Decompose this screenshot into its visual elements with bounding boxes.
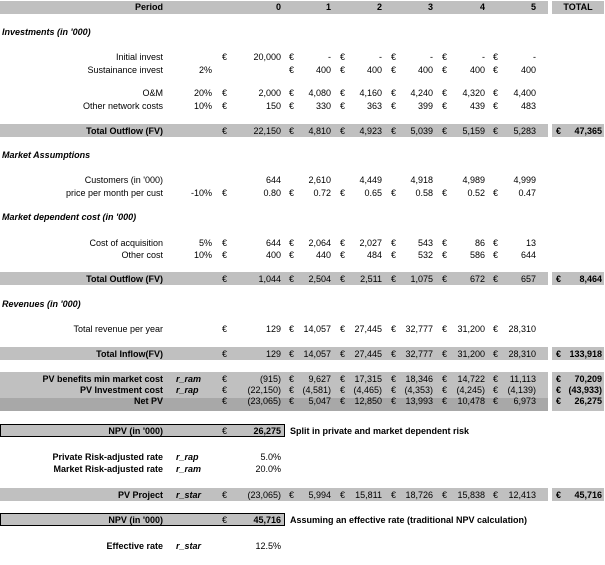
section-title: Market Assumptions (2, 150, 91, 160)
currency-symbol: € (556, 349, 562, 359)
currency-symbol: € (442, 250, 448, 260)
currency-symbol: € (222, 324, 228, 334)
currency-symbol: € (340, 374, 346, 384)
currency-symbol: € (391, 274, 397, 284)
value-cell: - (379, 52, 382, 62)
value-cell: 28,310 (508, 349, 536, 359)
row-rate-symbol: r_ram (176, 464, 202, 474)
value-cell: 5,039 (410, 126, 433, 136)
row-label: PV benefits min market cost (42, 374, 163, 384)
value-cell: 4,918 (410, 175, 433, 185)
value-cell: 14,057 (303, 349, 331, 359)
currency-symbol: € (493, 52, 499, 62)
value-cell: 2,064 (308, 238, 331, 248)
total-cell: 133,918 (569, 349, 602, 359)
currency-symbol: € (556, 385, 562, 395)
value-cell: 5,283 (513, 126, 536, 136)
currency-symbol: € (340, 324, 346, 334)
currency-symbol: € (222, 490, 228, 500)
row-label: Effective rate (106, 541, 163, 551)
value-cell: 129 (265, 324, 281, 334)
header-period-index: 4 (479, 2, 485, 12)
value-cell: 17,315 (354, 374, 382, 384)
currency-symbol: € (222, 250, 228, 260)
currency-symbol: € (391, 396, 397, 406)
row-rate-symbol: r_rap (176, 385, 199, 395)
header-period: Period (134, 2, 163, 12)
header-period-index: 1 (325, 2, 331, 12)
currency-symbol: € (340, 274, 346, 284)
value-cell: 400 (520, 65, 536, 75)
row-label: NPV (in '000) (108, 426, 163, 436)
value-cell: 400 (417, 65, 433, 75)
row-label: PV Project (117, 490, 163, 500)
value-cell: (915) (259, 374, 281, 384)
rate-value: 20.0% (255, 464, 281, 474)
currency-symbol: € (391, 490, 397, 500)
currency-symbol: € (493, 396, 499, 406)
value-cell: 2,000 (258, 88, 281, 98)
value-cell: 13,993 (405, 396, 433, 406)
currency-symbol: € (442, 324, 448, 334)
value-cell: 4,240 (410, 88, 433, 98)
row-label: Market Risk-adjusted rate (53, 464, 163, 474)
currency-symbol: € (493, 188, 499, 198)
currency-symbol: € (493, 88, 499, 98)
row-label: price per month per cust (65, 188, 163, 198)
value-cell: 4,449 (359, 175, 382, 185)
section-title: Market dependent cost (in '000) (2, 212, 137, 222)
row-label: Total Inflow(FV) (96, 349, 163, 359)
value-cell: (4,581) (302, 385, 331, 395)
value-cell: 86 (474, 238, 485, 248)
row-percent: 10% (193, 250, 212, 260)
currency-symbol: € (222, 188, 228, 198)
currency-symbol: € (391, 88, 397, 98)
row-label: Sustainance invest (87, 65, 163, 75)
currency-symbol: € (222, 396, 228, 406)
total-cell: 26,275 (574, 396, 602, 406)
header-period-index: 2 (376, 2, 382, 12)
value-cell: 400 (366, 65, 382, 75)
value-cell: (4,353) (404, 385, 433, 395)
value-cell: 586 (469, 250, 485, 260)
currency-symbol: € (556, 274, 562, 284)
value-cell: 15,838 (457, 490, 485, 500)
value-cell: (23,065) (247, 490, 281, 500)
value-cell: 10,478 (457, 396, 485, 406)
header-total: TOTAL (563, 2, 593, 12)
currency-symbol: € (493, 126, 499, 136)
row-label: Cost of acquisition (89, 238, 163, 248)
currency-symbol: € (222, 274, 228, 284)
rate-value: 5.0% (260, 452, 281, 462)
value-cell: 11,113 (509, 374, 536, 384)
value-cell: 4,989 (462, 175, 485, 185)
value-cell: 28,310 (508, 324, 536, 334)
currency-symbol: € (556, 126, 562, 136)
value-cell: 2,504 (308, 274, 331, 284)
row-label: NPV (in '000) (108, 515, 163, 525)
npv-note: Split in private and market dependent risk (290, 426, 470, 436)
value-cell: 400 (469, 65, 485, 75)
currency-symbol: € (493, 65, 499, 75)
value-cell: 439 (469, 101, 485, 111)
row-label: Total revenue per year (73, 324, 163, 334)
value-cell: - (430, 52, 433, 62)
value-cell: 644 (265, 238, 281, 248)
currency-symbol: € (442, 88, 448, 98)
value-cell: 0.47 (518, 188, 536, 198)
section-title: Investments (in '000) (2, 27, 91, 37)
currency-symbol: € (391, 374, 397, 384)
currency-symbol: € (340, 101, 346, 111)
value-cell: 400 (315, 65, 331, 75)
value-cell: 5,994 (308, 490, 331, 500)
row-label: Total Outflow (FV) (86, 274, 163, 284)
currency-symbol: € (340, 188, 346, 198)
currency-symbol: € (222, 238, 228, 248)
total-cell: 47,365 (574, 126, 602, 136)
value-cell: 4,160 (359, 88, 382, 98)
value-cell: 2,610 (308, 175, 331, 185)
value-cell: 32,777 (405, 324, 433, 334)
value-cell: 31,200 (457, 349, 485, 359)
value-cell: 1,075 (410, 274, 433, 284)
header-period-index: 5 (530, 2, 536, 12)
value-cell: 4,080 (308, 88, 331, 98)
value-cell: 2,511 (360, 274, 382, 284)
value-cell: 6,973 (513, 396, 536, 406)
row-percent: 5% (198, 238, 212, 248)
row-label: Customers (in '000) (84, 175, 163, 185)
value-cell: 0.65 (364, 188, 382, 198)
row-percent: 2% (198, 65, 212, 75)
row-label: O&M (142, 88, 163, 98)
value-cell: 31,200 (457, 324, 485, 334)
row-rate-symbol: r_star (176, 490, 202, 500)
currency-symbol: € (289, 88, 295, 98)
currency-symbol: € (391, 52, 397, 62)
currency-symbol: € (391, 101, 397, 111)
currency-symbol: € (340, 396, 346, 406)
value-cell: 27,445 (354, 324, 382, 334)
currency-symbol: € (340, 65, 346, 75)
currency-symbol: € (442, 374, 448, 384)
value-cell: 440 (315, 250, 331, 260)
section-title: Revenues (in '000) (2, 299, 81, 309)
currency-symbol: € (289, 324, 295, 334)
currency-symbol: € (391, 349, 397, 359)
total-cell: (43,933) (568, 385, 602, 395)
currency-symbol: € (340, 349, 346, 359)
currency-symbol: € (340, 88, 346, 98)
value-cell: 20,000 (253, 52, 281, 62)
row-percent: -10% (190, 188, 212, 198)
rate-value: 12.5% (255, 541, 281, 551)
total-cell: 45,716 (574, 490, 602, 500)
currency-symbol: € (391, 324, 397, 334)
currency-symbol: € (391, 126, 397, 136)
currency-symbol: € (340, 52, 346, 62)
value-cell: 543 (417, 238, 433, 248)
currency-symbol: € (391, 188, 397, 198)
total-cell: 70,209 (574, 374, 602, 384)
value-cell: 14,722 (457, 374, 485, 384)
value-cell: 12,850 (354, 396, 382, 406)
currency-symbol: € (222, 385, 228, 395)
currency-symbol: € (289, 126, 295, 136)
row-label: Total Outflow (FV) (86, 126, 163, 136)
currency-symbol: € (222, 52, 228, 62)
currency-symbol: € (493, 385, 499, 395)
value-cell: 672 (469, 274, 485, 284)
value-cell: 27,445 (354, 349, 382, 359)
value-cell: 0.80 (263, 188, 281, 198)
currency-symbol: € (391, 385, 397, 395)
currency-symbol: € (391, 238, 397, 248)
currency-symbol: € (289, 274, 295, 284)
currency-symbol: € (391, 65, 397, 75)
row-label: PV Investment cost (79, 385, 163, 395)
value-cell: 22,150 (253, 126, 281, 136)
currency-symbol: € (340, 238, 346, 248)
value-cell: 644 (265, 175, 281, 185)
currency-symbol: € (289, 396, 295, 406)
currency-symbol: € (289, 238, 295, 248)
currency-symbol: € (556, 396, 562, 406)
value-cell: 15,811 (355, 490, 382, 500)
row-label: Net PV (133, 396, 163, 406)
value-cell: 484 (366, 250, 382, 260)
header-period-index: 0 (275, 2, 281, 12)
value-cell: 18,346 (405, 374, 433, 384)
currency-symbol: € (442, 396, 448, 406)
currency-symbol: € (222, 349, 228, 359)
currency-symbol: € (222, 88, 228, 98)
row-rate-symbol: r_rap (176, 452, 199, 462)
value-cell: (4,139) (507, 385, 536, 395)
currency-symbol: € (493, 101, 499, 111)
currency-symbol: € (340, 126, 346, 136)
currency-symbol: € (493, 250, 499, 260)
row-rate-symbol: r_star (176, 541, 202, 551)
value-cell: 0.58 (415, 188, 433, 198)
currency-symbol: € (493, 349, 499, 359)
currency-symbol: € (289, 52, 295, 62)
value-cell: 4,320 (462, 88, 485, 98)
value-cell: 129 (265, 349, 281, 359)
value-cell: 4,923 (359, 126, 382, 136)
value-cell: 13 (525, 238, 536, 248)
currency-symbol: € (442, 101, 448, 111)
npv-value: 26,275 (253, 426, 281, 436)
value-cell: 32,777 (405, 349, 433, 359)
value-cell: - (328, 52, 331, 62)
currency-symbol: € (222, 126, 228, 136)
currency-symbol: € (493, 274, 499, 284)
currency-symbol: € (556, 374, 562, 384)
currency-symbol: € (222, 426, 228, 436)
currency-symbol: € (442, 188, 448, 198)
currency-symbol: € (340, 250, 346, 260)
currency-symbol: € (442, 126, 448, 136)
currency-symbol: € (493, 490, 499, 500)
row-label: Initial invest (115, 52, 163, 62)
value-cell: 5,159 (462, 126, 485, 136)
value-cell: 12,413 (508, 490, 536, 500)
row-rate-symbol: r_ram (176, 374, 202, 384)
value-cell: 483 (520, 101, 536, 111)
currency-symbol: € (556, 490, 562, 500)
value-cell: 2,027 (359, 238, 382, 248)
npv-value: 45,716 (253, 515, 281, 525)
currency-symbol: € (222, 101, 228, 111)
value-cell: 4,999 (513, 175, 536, 185)
currency-symbol: € (442, 238, 448, 248)
value-cell: 150 (265, 101, 281, 111)
value-cell: 399 (417, 101, 433, 111)
row-label: Private Risk-adjusted rate (52, 452, 163, 462)
total-cell: 8,464 (579, 274, 602, 284)
value-cell: 363 (366, 101, 382, 111)
value-cell: 0.72 (313, 188, 331, 198)
currency-symbol: € (289, 349, 295, 359)
row-label: Other cost (121, 250, 163, 260)
currency-symbol: € (442, 349, 448, 359)
value-cell: 4,400 (513, 88, 536, 98)
currency-symbol: € (442, 65, 448, 75)
currency-symbol: € (340, 490, 346, 500)
value-cell: 4,810 (308, 126, 331, 136)
value-cell: 0.52 (467, 188, 485, 198)
currency-symbol: € (493, 374, 499, 384)
currency-symbol: € (289, 385, 295, 395)
currency-symbol: € (222, 374, 228, 384)
currency-symbol: € (289, 490, 295, 500)
value-cell: 5,047 (308, 396, 331, 406)
currency-symbol: € (340, 385, 346, 395)
value-cell: 1,044 (258, 274, 281, 284)
row-percent: 20% (193, 88, 212, 98)
currency-symbol: € (289, 250, 295, 260)
currency-symbol: € (442, 52, 448, 62)
currency-symbol: € (391, 250, 397, 260)
currency-symbol: € (289, 65, 295, 75)
currency-symbol: € (442, 274, 448, 284)
currency-symbol: € (222, 515, 228, 525)
value-cell: (4,245) (456, 385, 485, 395)
currency-symbol: € (493, 324, 499, 334)
currency-symbol: € (442, 385, 448, 395)
value-cell: 18,726 (405, 490, 433, 500)
value-cell: (4,465) (353, 385, 382, 395)
value-cell: - (482, 52, 485, 62)
value-cell: (22,150) (247, 385, 281, 395)
value-cell: - (533, 52, 536, 62)
currency-symbol: € (289, 188, 295, 198)
currency-symbol: € (442, 490, 448, 500)
value-cell: 330 (315, 101, 331, 111)
value-cell: 9,627 (308, 374, 331, 384)
npv-note: Assuming an effective rate (traditional NPV calculation) (290, 515, 528, 525)
value-cell: (23,065) (247, 396, 281, 406)
value-cell: 644 (520, 250, 536, 260)
row-label: Other network costs (82, 101, 163, 111)
value-cell: 532 (417, 250, 433, 260)
currency-symbol: € (289, 101, 295, 111)
value-cell: 400 (265, 250, 281, 260)
value-cell: 657 (520, 274, 536, 284)
currency-symbol: € (493, 238, 499, 248)
header-period-index: 3 (427, 2, 433, 12)
value-cell: 14,057 (303, 324, 331, 334)
row-percent: 10% (193, 101, 212, 111)
currency-symbol: € (289, 374, 295, 384)
